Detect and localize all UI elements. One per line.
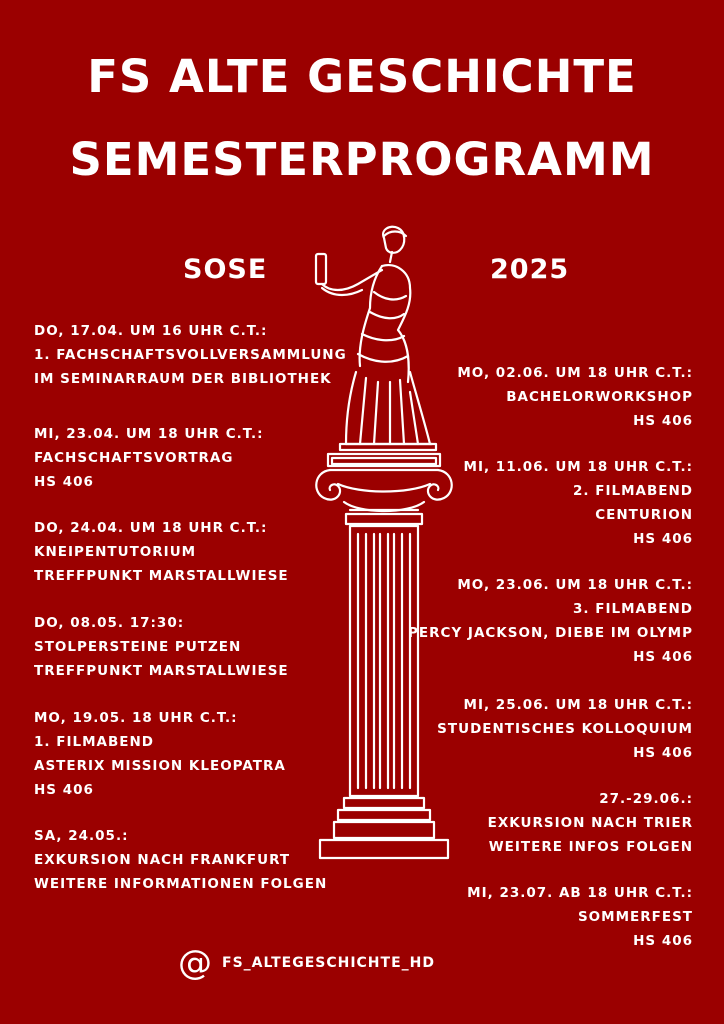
- social-handle: [178, 945, 435, 981]
- event-detail: EXKURSION NACH FRANKFURT: [34, 852, 291, 868]
- event-detail: HS 406: [633, 745, 693, 761]
- event-detail: STOLPERSTEINE PUTZEN: [34, 639, 242, 655]
- event-date: MI, 23.04. UM 18 UHR C.T.:: [34, 426, 264, 442]
- event-detail: KNEIPENTUTORIUM: [34, 544, 197, 560]
- title-line-2: SEMESTERPROGRAMM: [69, 133, 655, 186]
- event-detail: HS 406: [633, 649, 693, 665]
- event-date: MI, 23.07. AB 18 UHR C.T.:: [467, 885, 693, 901]
- event-detail: 2. FILMABEND: [573, 483, 693, 499]
- event-detail: 3. FILMABEND: [573, 601, 693, 617]
- event-date: MO, 19.05. 18 UHR C.T.:: [34, 710, 238, 726]
- event-detail: TREFFPUNKT MARSTALLWIESE: [34, 663, 289, 679]
- event-date: MI, 25.06. UM 18 UHR C.T.:: [463, 697, 693, 713]
- event-item: [488, 787, 693, 859]
- event-item: [34, 706, 286, 802]
- event-detail: 1. FILMABEND: [34, 734, 154, 750]
- event-detail: HS 406: [633, 413, 693, 429]
- event-item: [437, 693, 693, 765]
- event-date: MI, 11.06. UM 18 UHR C.T.:: [463, 459, 693, 475]
- event-item: [457, 361, 693, 433]
- event-item: [34, 824, 327, 896]
- event-date: MO, 02.06. UM 18 UHR C.T.:: [457, 365, 693, 381]
- event-detail: EXKURSION NACH TRIER: [487, 815, 693, 831]
- event-detail: FACHSCHAFTSVORTRAG: [34, 450, 234, 466]
- event-detail: SOMMERFEST: [577, 909, 693, 925]
- event-date: 27.-29.06.:: [599, 791, 693, 807]
- event-detail: ASTERIX MISSION KLEOPATRA: [34, 758, 286, 774]
- event-detail: PERCY JACKSON, DIEBE IM OLYMP: [408, 625, 693, 641]
- event-detail: HS 406: [34, 474, 94, 490]
- event-detail: TREFFPUNKT MARSTALLWIESE: [34, 568, 289, 584]
- event-detail: CENTURION: [595, 507, 693, 523]
- at-icon: @: [178, 943, 212, 983]
- event-date: DO, 24.04. UM 18 UHR C.T.:: [34, 520, 268, 536]
- event-date: DO, 17.04. UM 16 UHR C.T.:: [34, 323, 268, 339]
- event-detail: IM SEMINARRAUM DER BIBLIOTHEK: [34, 371, 332, 387]
- event-date: DO, 08.05. 17:30:: [34, 615, 185, 631]
- season-year: 2025: [490, 254, 570, 285]
- event-item: [34, 319, 347, 391]
- instagram-handle: FS_ALTEGESCHICHTE_HD: [222, 955, 435, 971]
- event-item: [467, 881, 693, 953]
- event-detail: WEITERE INFOS FOLGEN: [488, 839, 693, 855]
- event-date: MO, 23.06. UM 18 UHR C.T.:: [457, 577, 693, 593]
- event-item: [464, 455, 693, 551]
- event-detail: HS 406: [633, 933, 693, 949]
- event-item: [34, 611, 289, 683]
- title-line-1: FS ALTE GESCHICHTE: [87, 50, 637, 103]
- event-detail: HS 406: [633, 531, 693, 547]
- event-date: SA, 24.05.:: [34, 828, 129, 844]
- event-detail: STUDENTISCHES KOLLOQUIUM: [437, 721, 693, 737]
- event-item: [34, 516, 289, 588]
- event-item: [34, 422, 263, 494]
- event-detail: HS 406: [34, 782, 94, 798]
- season-label: SOSE: [183, 254, 268, 285]
- event-item: [408, 573, 693, 669]
- event-detail: BACHELORWORKSHOP: [506, 389, 693, 405]
- event-detail: WEITERE INFORMATIONEN FOLGEN: [34, 876, 328, 892]
- event-detail: 1. FACHSCHAFTSVOLLVERSAMMLUNG: [34, 347, 347, 363]
